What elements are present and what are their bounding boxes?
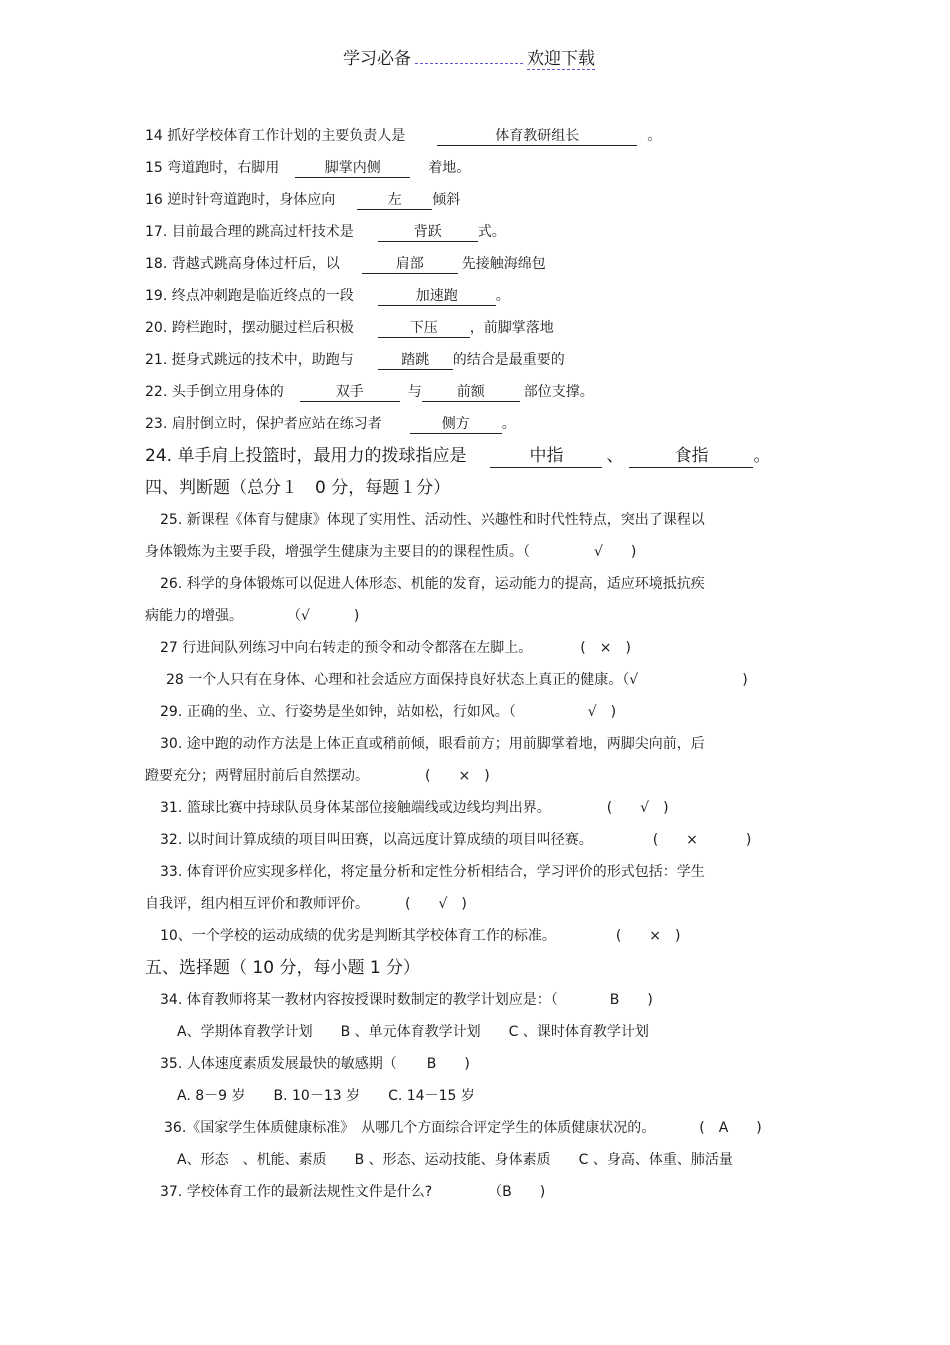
question-19: 19. 终点冲刺跑是临近终点的一段 加速跑 。 xyxy=(145,288,510,304)
answer-blank: 加速跑 xyxy=(378,288,496,306)
header-right-text: 欢迎下载 xyxy=(527,49,595,69)
question-26-line2: 病能力的增强。 （√ ) xyxy=(145,608,360,624)
question-14: 14 抓好学校体育工作计划的主要负责人是 体育教研组长 。 xyxy=(145,128,662,144)
answer-blank: 双手 xyxy=(300,384,400,402)
question-17: 17. 目前最合理的跳高过杆技术是 背跃 式。 xyxy=(145,224,506,240)
section-heading-choice: 五、选择题（ 10 分，每小题 1 分） xyxy=(145,958,421,978)
question-36: 36.《国家学生体质健康标准》 从哪几个方面综合评定学生的体质健康状况的。 ( A ) xyxy=(164,1120,762,1136)
answer-mark: ( × ) xyxy=(580,640,631,656)
question-18: 18. 背越式跳高身体过杆后，以 肩部 先接触海绵包 xyxy=(145,256,546,272)
question-37: 37. 学校体育工作的最新法规性文件是什么? （B ) xyxy=(160,1184,546,1200)
question-20: 20. 跨栏跑时，摆动腿过栏后积极 下压 ，前脚掌落地 xyxy=(145,320,554,336)
answer-mark: √ xyxy=(594,544,603,560)
answer-blank: 左 xyxy=(357,192,432,210)
question-16: 16 逆时针弯道跑时，身体应向 左 倾斜 xyxy=(145,192,461,208)
question-29: 29. 正确的坐、立、行姿势是坐如钟，站如松，行如风。（ √ ) xyxy=(160,704,617,720)
question-26-line1: 26. 科学的身体锻炼可以促进人体形态、机能的发育，运动能力的提高，适应环境抵抗疾 xyxy=(160,576,705,592)
question-31: 31. 篮球比赛中持球队员身体某部位接触端线或边线均判出界。 ( √ ) xyxy=(160,800,669,816)
answer-mark: ( √ ) xyxy=(606,800,669,816)
answer-blank: 体育教研组长 xyxy=(437,128,637,146)
answer-blank: 肩部 xyxy=(362,256,458,274)
answer-blank: 踏跳 xyxy=(378,352,453,370)
answer-blank: 中指 xyxy=(490,446,602,468)
question-23: 23. 肩肘倒立时，保护者应站在练习者 侧方 。 xyxy=(145,416,516,432)
question-36-options: A、形态 、机能、素质 B 、形态、运动技能、身体素质 C 、身高、体重、肺活量 xyxy=(177,1152,733,1168)
question-35: 35. 人体速度素质发展最快的敏感期（ B ) xyxy=(160,1056,470,1072)
question-30-line2: 蹬要充分；两臂屈肘前后自然摆动。 ( × ) xyxy=(145,768,490,784)
section-heading-judgement: 四、判断题（总分１ 0 分，每题１分） xyxy=(145,478,451,498)
question-24: 24. 单手肩上投篮时，最用力的拨球指应是 中指 、 食指 。 xyxy=(145,446,771,466)
header-dashed-rule xyxy=(415,51,523,64)
answer-blank: 下压 xyxy=(378,320,470,338)
question-30-line1: 30. 途中跑的动作方法是上体正直或稍前倾，眼看前方；用前脚掌着地，两脚尖向前，后 xyxy=(160,736,705,752)
question-33-line1: 33. 体育评价应实现多样化，将定量分析和定性分析相结合，学习评价的形式包括：学生 xyxy=(160,864,705,880)
answer-blank: 前额 xyxy=(422,384,520,402)
page-header xyxy=(343,48,595,70)
header-left-text: 学习必备 xyxy=(343,49,411,69)
question-15: 15 弯道跑时，右脚用 脚掌内侧 着地。 xyxy=(145,160,471,176)
answer-mark: （B ) xyxy=(488,1184,546,1200)
answer-mark: ( √ ) xyxy=(405,896,467,912)
answer-mark: √ xyxy=(587,704,597,720)
question-35-options: A. 8－9 岁 B. 10－13 岁 C. 14－15 岁 xyxy=(177,1088,475,1104)
question-25-line1: 25. 新课程《体育与健康》体现了实用性、活动性、兴趣性和时代性特点，突出了课程以 xyxy=(160,512,705,528)
answer-blank: 食指 xyxy=(629,446,753,468)
answer-mark: ( × xyxy=(652,832,698,848)
answer-mark: B ) xyxy=(609,992,653,1008)
question-25-line2: 身体锻炼为主要手段，增强学生健康为主要目的的课程性质。（ √ ) xyxy=(145,544,637,560)
answer-blank: 脚掌内侧 xyxy=(295,160,410,178)
question-22: 22. 头手倒立用身体的 双手 与 前额 部位支撑。 xyxy=(145,384,594,400)
answer-mark: ( A ) xyxy=(699,1120,762,1136)
answer-blank: 侧方 xyxy=(410,416,502,434)
answer-mark: B ) xyxy=(426,1056,470,1072)
question-21: 21. 挺身式跳远的技术中，助跑与 踏跳 的结合是最重要的 xyxy=(145,352,565,368)
answer-blank: 背跃 xyxy=(378,224,478,242)
answer-mark: （√ xyxy=(287,608,310,624)
question-28: 28 一个人只有在身体、心理和社会适应方面保持良好状态上真正的健康。（√ ) xyxy=(166,672,748,688)
answer-mark: ( × ) xyxy=(615,928,681,944)
question-10: 10、一个学校的运动成绩的优劣是判断其学校体育工作的标准。 ( × ) xyxy=(160,928,681,944)
question-34: 34. 体育教师将某一教材内容按授课时数制定的教学计划应是：（ B ) xyxy=(160,992,653,1008)
question-33-line2: 自我评，组内相互评价和教师评价。 ( √ ) xyxy=(145,896,467,912)
answer-mark: ( × ) xyxy=(425,768,490,784)
question-34-options: A、学期体育教学计划 B 、单元体育教学计划 C 、课时体育教学计划 xyxy=(177,1024,649,1040)
question-32: 32. 以时间计算成绩的项目叫田赛，以高远度计算成绩的项目叫径赛。 ( × ) xyxy=(160,832,752,848)
question-27: 27 行进间队列练习中向右转走的预令和动令都落在左脚上。 ( × ) xyxy=(160,640,631,656)
